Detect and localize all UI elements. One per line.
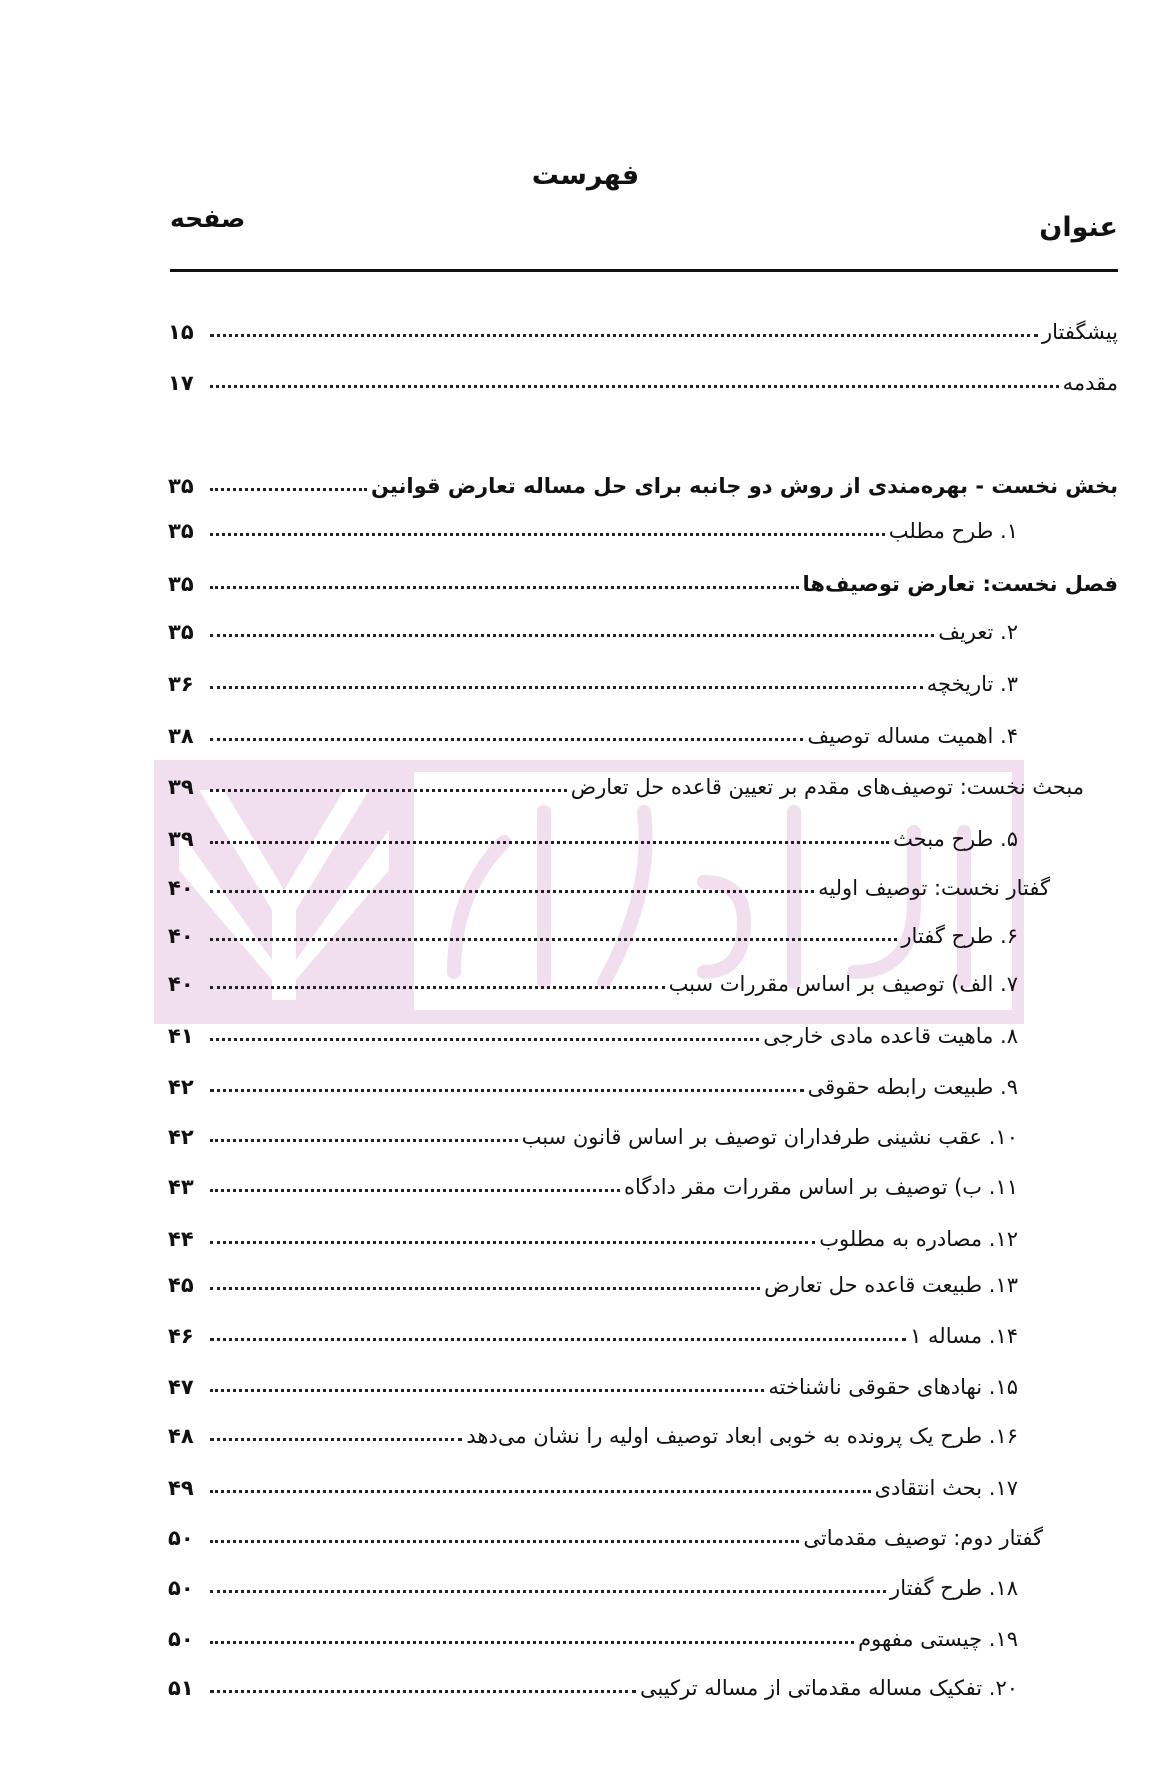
toc-entry [168, 310, 1118, 344]
toc-entry [168, 962, 1018, 996]
dot-leader [210, 1389, 764, 1392]
toc-entry-title: گفتار دوم: توصیف مقدماتی [803, 1526, 1043, 1550]
toc-entry-title: ۱. طرح مطلب [888, 519, 1018, 543]
dot-leader [210, 938, 897, 941]
page-title: فهرست [531, 160, 640, 191]
toc-entry-title: ۱۴. مساله ۱ [910, 1324, 1018, 1348]
toc-entry-page: ۳۵ [168, 474, 194, 498]
toc-entry [168, 610, 1018, 644]
toc-entry [168, 1365, 1018, 1399]
toc-entry-page: ۳۵ [168, 519, 194, 543]
toc-entry-page: ۴۷ [168, 1375, 194, 1399]
toc-entry [168, 509, 1018, 543]
toc-entry-page: ۳۵ [168, 620, 194, 644]
toc-entry [168, 1516, 1043, 1550]
toc-entry-title: ۸. ماهیت قاعده مادی خارجی [763, 1024, 1018, 1048]
toc-entry-title: مبحث نخست: توصیف‌های مقدم بر تعیین قاعده حل تعارض [570, 775, 1084, 799]
dot-leader [210, 586, 799, 589]
dot-leader [210, 1438, 462, 1441]
toc-entry [168, 1014, 1018, 1048]
toc-entry-page: ۴۳ [168, 1175, 194, 1199]
toc-entry-title: ۱۶. طرح یک پرونده به خوبی ابعاد توصیف اولیه را نشان می‌دهد [466, 1424, 1018, 1448]
toc-entry [168, 1065, 1018, 1099]
dot-leader [210, 533, 885, 536]
header-divider [170, 269, 1118, 272]
toc-entry-title: ۱۸. طرح گفتار [890, 1576, 1018, 1600]
dot-leader [210, 1540, 799, 1543]
toc-entry-page: ۴۹ [168, 1476, 194, 1500]
toc-entry-page: ۳۹ [168, 775, 194, 799]
toc-entry [168, 1566, 1018, 1600]
toc-entry [168, 1263, 1018, 1297]
toc-entry-page: ۱۷ [168, 371, 194, 395]
toc-entry-page: ۴۱ [168, 1024, 194, 1048]
toc-entry-page: ۵۰ [168, 1576, 194, 1600]
toc-entry-title: ۵. طرح مبحث [893, 827, 1018, 851]
toc-entry-title: مقدمه [1062, 371, 1118, 395]
toc-entry [168, 1217, 1018, 1251]
toc-entry-title: ۳. تاریخچه [926, 672, 1018, 696]
toc-entry-title: ۷. الف) توصیف بر اساس مقررات سبب [668, 972, 1018, 996]
toc-entry [168, 1314, 1018, 1348]
toc-entry-page: ۴۰ [168, 876, 194, 900]
dot-leader [210, 1139, 518, 1142]
dot-leader [210, 1641, 854, 1644]
dot-leader [210, 1089, 804, 1092]
toc-entry-page: ۱۵ [168, 320, 194, 344]
toc-entry [168, 765, 1084, 799]
dot-leader [210, 1189, 620, 1192]
toc-entry-page: ۴۸ [168, 1424, 194, 1448]
title-column-header: عنوان [1039, 212, 1118, 243]
dot-leader [210, 385, 1059, 388]
page-column-header: صفحه [170, 204, 246, 233]
toc-entry [168, 662, 1018, 696]
toc-entry-page: ۴۶ [168, 1324, 194, 1348]
toc-entry-title: ۲. تعریف [938, 620, 1018, 644]
toc-entry [168, 464, 1118, 498]
toc-entry [168, 866, 1050, 900]
dot-leader [210, 1590, 886, 1593]
toc-entry-page: ۳۶ [168, 672, 194, 696]
dot-leader [210, 1690, 636, 1693]
toc-entry-title: پیشگفتار [1041, 320, 1118, 344]
toc-entry-title: ۱۱. ب) توصیف بر اساس مقررات مقر دادگاه [623, 1175, 1018, 1199]
dot-leader [210, 890, 814, 893]
dot-leader [210, 334, 1038, 337]
toc-entry-page: ۴۰ [168, 972, 194, 996]
dot-leader [210, 789, 567, 792]
toc-entry [168, 562, 1118, 596]
dot-leader [210, 686, 923, 689]
toc-entry [168, 1617, 1018, 1651]
toc-entry-page: ۴۲ [168, 1075, 194, 1099]
toc-entry-page: ۴۲ [168, 1125, 194, 1149]
toc-entry [168, 914, 1018, 948]
toc-entry [168, 1165, 1018, 1199]
dot-leader [210, 986, 665, 989]
toc-entry [168, 1115, 1018, 1149]
toc-entry-title: ۱۷. بحث انتقادی [874, 1476, 1018, 1500]
toc-entry-page: ۵۰ [168, 1627, 194, 1651]
toc-entry [168, 361, 1118, 395]
toc-entry-page: ۵۱ [168, 1676, 194, 1700]
toc-entry-page: ۴۰ [168, 924, 194, 948]
dot-leader [210, 841, 889, 844]
toc-entry-title: فصل نخست: تعارض توصیف‌ها [802, 572, 1118, 596]
toc-entry [168, 1414, 1018, 1448]
toc-entry [168, 1466, 1018, 1500]
toc-entry [168, 817, 1018, 851]
toc-entry-title: بخش نخست - بهره‌مندی از روش دو جانبه برای حل مساله تعارض قوانین [371, 474, 1118, 498]
dot-leader [210, 1338, 906, 1341]
toc-entry-page: ۳۸ [168, 724, 194, 748]
toc-entry-page: ۳۵ [168, 572, 194, 596]
toc-entry [168, 714, 1018, 748]
toc-entry-title: ۱۲. مصادره به مطلوب [819, 1227, 1018, 1251]
dot-leader [210, 1287, 760, 1290]
dot-leader [210, 634, 934, 637]
toc-entry-title: گفتار نخست: توصیف اولیه [818, 876, 1050, 900]
toc-entry-page: ۴۵ [168, 1273, 194, 1297]
dot-leader [210, 1038, 759, 1041]
toc-entry-title: ۲۰. تفکیک مساله مقدماتی از مساله ترکیبی [639, 1676, 1018, 1700]
dot-leader [210, 1490, 871, 1493]
toc-entry-page: ۴۴ [168, 1227, 194, 1251]
toc-entry-title: ۱۵. نهادهای حقوقی ناشناخته [768, 1375, 1018, 1399]
toc-entry-page: ۳۹ [168, 827, 194, 851]
toc-entry-page: ۵۰ [168, 1526, 194, 1550]
dot-leader [210, 488, 367, 491]
toc-entry-title: ۴. اهمیت مساله توصیف [807, 724, 1018, 748]
toc-entry [168, 1666, 1018, 1700]
toc-entry-title: ۱۳. طبیعت قاعده حل تعارض [764, 1273, 1018, 1297]
toc-entry-title: ۶. طرح گفتار [901, 924, 1018, 948]
dot-leader [210, 1241, 815, 1244]
toc-entry-title: ۱۹. چیستی مفهوم [858, 1627, 1018, 1651]
toc-entry-title: ۱۰. عقب نشینی طرفداران توصیف بر اساس قانون سبب [521, 1125, 1018, 1149]
toc-entry-title: ۹. طبیعت رابطه حقوقی [807, 1075, 1018, 1099]
dot-leader [210, 738, 803, 741]
